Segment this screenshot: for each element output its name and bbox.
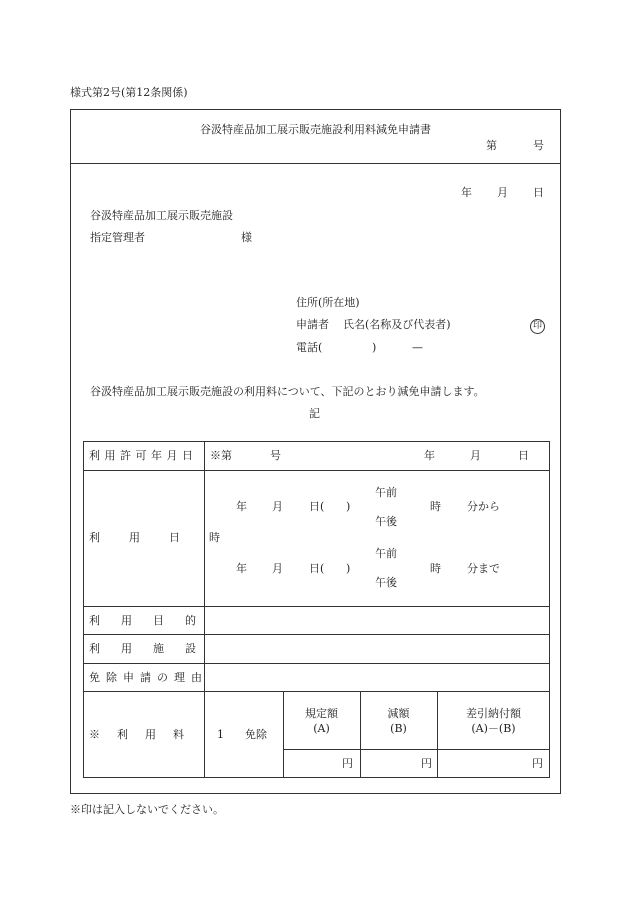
label-use-facility: 利用施設: [89, 642, 217, 655]
permit-go: 号: [270, 449, 281, 462]
from-hour: 時: [430, 500, 441, 513]
table-rule: [83, 691, 550, 692]
table-rule: [83, 606, 550, 607]
date-year: 年: [461, 186, 472, 199]
phone-dash: —: [412, 341, 423, 354]
statement: 谷汲特産品加工展示販売施設の利用料について、下記のとおり減免申請します。: [90, 385, 485, 398]
table-rule: [204, 441, 205, 778]
yen-net-payment: 円: [532, 757, 543, 770]
col-reduction-sub: (B): [390, 722, 407, 735]
form-title: 谷汲特産品加工展示販売施設利用料減免申請書: [200, 123, 431, 136]
col-reduction: 減額: [387, 707, 410, 720]
applicant-label: 申請者: [296, 318, 329, 331]
to-minute: 分まで: [467, 562, 500, 575]
addressee-manager: 指定管理者: [90, 231, 145, 244]
table-rule: [83, 663, 550, 664]
to-close: ): [346, 562, 351, 575]
from-day: 日(: [309, 500, 325, 513]
col-standard: 規定額: [305, 707, 338, 720]
table-rule: [83, 634, 550, 635]
ki-label: 記: [309, 407, 320, 420]
permit-prefix: ※第: [210, 449, 232, 462]
number-go: 号: [533, 139, 544, 152]
from-pm: 午後: [375, 515, 397, 528]
to-day: 日(: [309, 562, 325, 575]
label-permit-date: 利用許可年月日: [89, 449, 198, 462]
col-standard-sub: (A): [313, 722, 330, 735]
label-fee: ※利用料: [89, 728, 201, 741]
from-year: 年: [236, 500, 247, 513]
fee-item-name: 免除: [245, 728, 267, 741]
label-use-datetime: 利用日時: [89, 531, 249, 544]
fee-item-no: 1: [217, 728, 224, 741]
date-month: 月: [497, 186, 508, 199]
yen-reduction: 円: [421, 757, 432, 770]
date-day: 日: [533, 186, 544, 199]
permit-day: 日: [518, 449, 529, 462]
seal-mark: 印: [530, 318, 545, 334]
from-close: ): [346, 500, 351, 513]
number-dai: 第: [486, 139, 497, 152]
table-rule: [283, 749, 550, 750]
from-minute: 分から: [467, 500, 500, 513]
to-year: 年: [236, 562, 247, 575]
table-rule: [83, 470, 550, 471]
to-hour: 時: [430, 562, 441, 575]
label-use-purpose: 利用目的: [89, 614, 217, 627]
label-exemption-reason: 免除申請の理由: [89, 671, 208, 684]
col-net-payment-sub: (A)－(B): [471, 722, 516, 735]
title-divider: [70, 163, 561, 164]
from-am: 午前: [375, 486, 397, 499]
permit-month: 月: [470, 449, 481, 462]
address-label: 住所(所在地): [296, 296, 360, 309]
footnote: ※印は記入しないでください。: [70, 803, 224, 816]
yen-standard: 円: [342, 757, 353, 770]
to-pm: 午後: [375, 576, 397, 589]
to-month: 月: [272, 562, 283, 575]
to-am: 午前: [375, 547, 397, 560]
permit-year: 年: [424, 449, 435, 462]
addressee-sama: 様: [241, 231, 252, 244]
phone-close: ): [372, 341, 377, 354]
col-net-payment: 差引納付額: [466, 707, 521, 720]
form-label: 様式第2号(第12条関係): [70, 86, 188, 99]
from-month: 月: [272, 500, 283, 513]
addressee-facility: 谷汲特産品加工展示販売施設: [90, 209, 233, 222]
name-label: 氏名(名称及び代表者): [343, 318, 451, 331]
phone-label: 電話(: [296, 341, 323, 354]
